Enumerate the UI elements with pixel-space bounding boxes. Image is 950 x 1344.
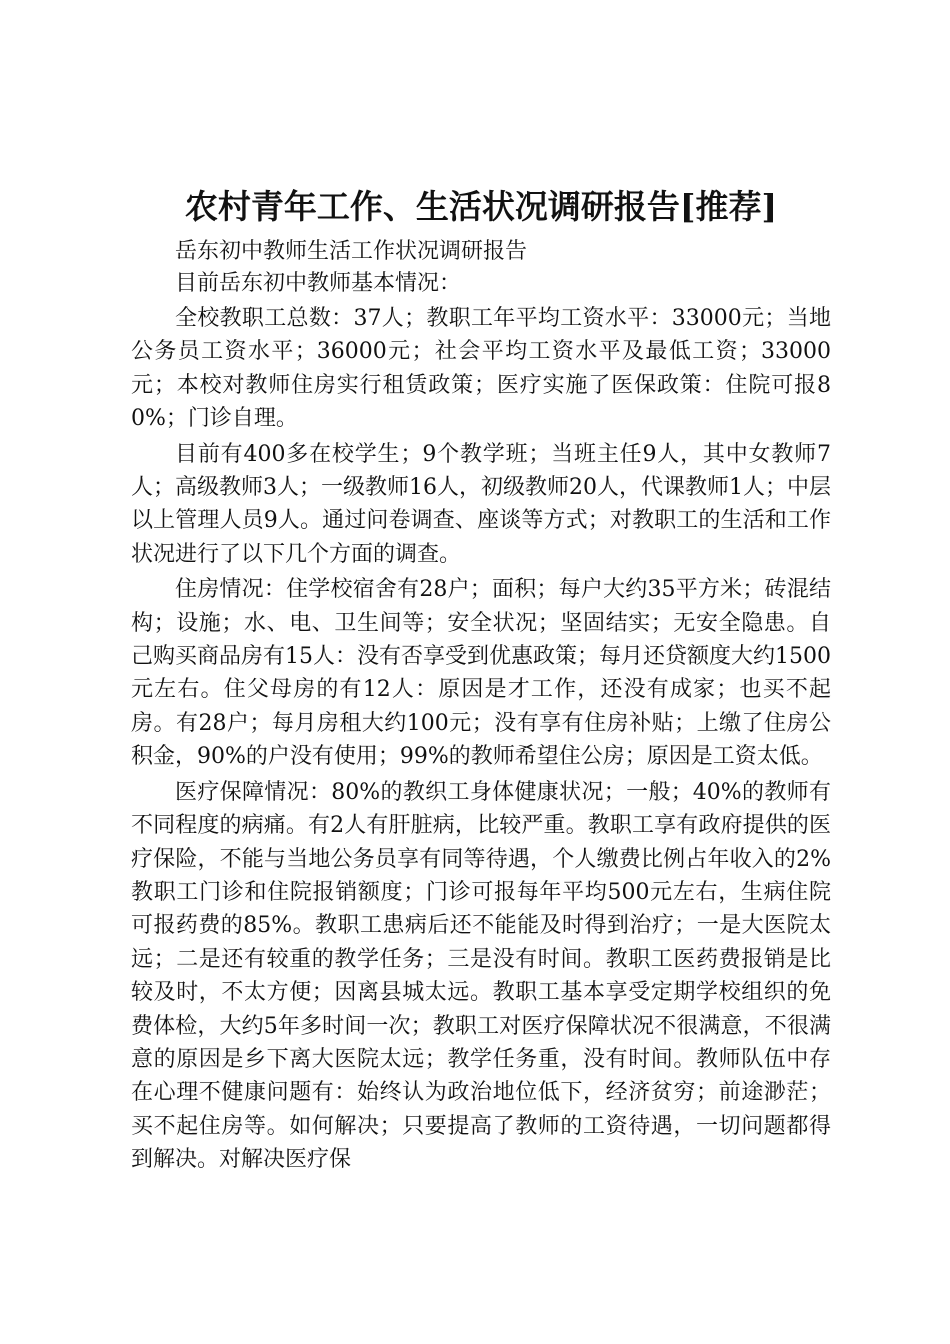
paragraph-report-heading: 岳东初中教师生活工作状况调研报告: [175, 239, 528, 264]
paragraph-housing: 住房情况：住学校宿舍有28户；面积；每户大约35平方米；砖混结构；设施；水、电、卫生间等；安全状况；坚固结实；无安全隐患。自己购买商品房有15人：没有否享受到优惠政策；每月还贷额度大约1500元左右。住父母房的有12人：原因是才工作，还没有成家；也买不起房。有28户；每月房租大约100元；没有享有住房补贴；上缴了住房公积金，90%的户没有使用；99%的教师希望住公房；原因是工资太低。: [131, 577, 831, 770]
paragraph-staff-overview: 全校教职工总数：37人；教职工年平均工资水平：33000元；当地公务员工资水平；36000元；社会平均工资水平及最低工资；33000元；本校对教师住房实行租赁政策；医疗实施了医保政策：住院可报80%；门诊自理。: [131, 306, 831, 432]
document-title: 农村青年工作、生活状况调研报告[推荐]: [184, 187, 778, 226]
document-page: [131, 182, 831, 1177]
paragraph-basic-info-heading: 目前岳东初中教师基本情况：: [175, 271, 462, 296]
paragraph-medical: 医疗保障情况：80%的教织工身体健康状况；一般；40%的教师有不同程度的病痛。有2人有肝脏病，比较严重。教职工享有政府提供的医疗保险，不能与当地公务员享有同等待遇，个人缴费比例占年收入的2%教职工门诊和住院报销额度；门诊可报每年平均500元左右，生病住院可报药费的85%。教职工患病后还不能能及时得到治疗；一是大医院太远；二是还有较重的教学任务；三是没有时间。教职工医药费报销是比较及时，不太方便；因离县城太远。教职工基本享受定期学校组织的免费体检，大约5年多时间一次；教职工对医疗保障状况不很满意，不很满意的原因是乡下离大医院太远；教学任务重，没有时间。教师队伍中存在心理不健康问题有：始终认为政治地位低下，经济贫穷；前途渺茫；买不起住房等。如何解决；只要提高了教师的工资待遇，一切问题都得到解决。对解决医疗保: [131, 779, 831, 1173]
paragraph-students-teachers: 目前有400多在校学生；9个教学班；当班主任9人，其中女教师7人；高级教师3人；一级教师16人，初级教师20人，代课教师1人；中层以上管理人员9人。通过问卷调查、座谈等方式；对教职工的生活和工作状况进行了以下几个方面的调查。: [131, 441, 831, 567]
